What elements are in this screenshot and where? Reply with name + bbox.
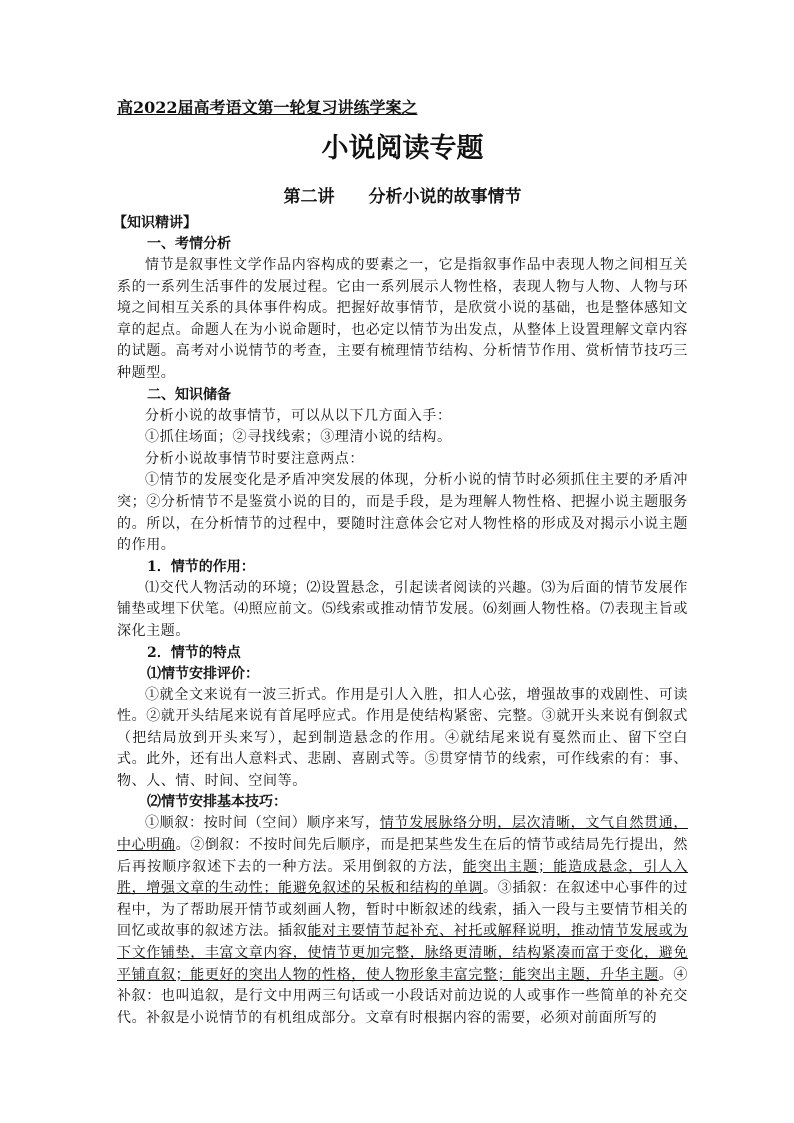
paragraph-plot-evaluation: ①就全文来说有一波三折式。作用是引人入胜，扣人心弦，增强故事的戏剧性、可读性。②就开头结尾来说有首尾呼应式。作用是使结构紧密、完整。③就开头来说有倒叙式（把结局放到开头来写），起到制造悬念的作用。④就结尾来说有戛然而止、留下空白式。此外，还有出人意料式、悲剧、喜剧式等。⑤贯穿情节的线索，可作线索的有：事、物、人、情、时间、空间等。 <box>117 686 688 789</box>
section-tag: 【知识精讲】 <box>113 215 197 231</box>
knowledge-line-2: ①抓住场面；②寻找线索；③理清小说的结构。 <box>145 429 452 446</box>
knowledge-line-3: 分析小说故事情节时要注意两点： <box>145 450 364 467</box>
heading-plot-function: 1．情节的作用： <box>147 558 255 575</box>
heading-plot-evaluation: ⑴情节安排评价： <box>147 665 259 682</box>
underlined-segment: 能对主要情节起补充、衬托或解释说明，推动情节发展或为下文作铺垫，丰富文章内容，使情节更加完整，脉络更清晰，结构紧凑而富于变化，避免平铺直叙；能更好的突出人物的性格，使人物形象丰富完整；能突出主题，升华主题 <box>117 923 688 983</box>
heading-plot-features: 2．情节的特点 <box>147 644 241 661</box>
text-segment: 。②倒叙：不按时间先后顺序，而是把某些发生在后的情节或结局先行提出，然后再按顺序叙述下去的一种方法。采用倒叙的方法， <box>117 837 689 875</box>
series-header: 高2022届高考语文第一轮复习讲练学案之 <box>117 98 418 117</box>
heading-plot-techniques: ⑵情节安排基本技巧： <box>147 794 287 811</box>
underlined-segment: 能突出主题；能造成悬念，引人入胜，增强文章的生动性；能避免叙述的呆板和结构的单调 <box>117 858 688 897</box>
paragraph-exam-analysis: 情节是叙事性文学作品内容构成的要素之一，它是指叙事作品中表现人物之间相互关系的一系列生活事件的发展过程。它由一系列展示人物性格，表现人物与人物、人物与环境之间相互关系的具体事件构成。把握好故事情节，是欣赏小说的基础，也是整体感知文章的起点。命题人在为小说命题时，也必定以情节为出发点，从整体上设置理解文章内容的试题。高考对小说情节的考查，主要有梳理情节结构、分析情节作用、赏析情节技巧三种题型。 <box>117 257 688 381</box>
text-segment: 。③插叙：在叙述中心事件的过程中，为了帮助展开情节或刻画人物，暂时中断叙述的线索，插入一段与主要情节相关的回忆或故事的叙述方法。插叙 <box>117 880 688 940</box>
paragraph-plot-function: ⑴交代人物活动的环境；⑵设置悬念，引起读者阅读的兴趣。⑶为后面的情节发展作铺垫或埋下伏笔。⑷照应前文。⑸线索或推动情节发展。⑹刻画人物性格。⑺表现主旨或深化主题。 <box>117 579 688 639</box>
text-segment: 。④补叙：也叫追叙，是行文中用两三句话或一小段话对前边说的人或事作一些简单的补充交代。补叙是小说情节的有机组成部分。文章有时根据内容的需要，必须对前面所写的 <box>117 966 688 1026</box>
lecture-number: 第二讲 <box>283 187 335 207</box>
lecture-title <box>117 185 688 209</box>
heading-exam-analysis: 一、考情分析 <box>147 236 231 252</box>
heading-knowledge-reserve: 二、知识储备 <box>147 386 231 403</box>
lecture-name: 分析小说的故事情节 <box>368 187 522 207</box>
knowledge-line-1: 分析小说的故事情节，可以从以下几方面入手： <box>145 407 452 424</box>
paragraph-plot-techniques <box>117 813 688 1029</box>
document-title: 小说阅读专题 <box>321 133 484 164</box>
underlined-segment: 情节发展脉络分明，层次清晰，文气自然贯通，中心明确 <box>117 815 688 854</box>
text-segment: ①顺叙：按时间（空间）顺序来写， <box>145 815 380 832</box>
paragraph-knowledge: ①情节的发展变化是矛盾冲突发展的体现，分析小说的情节时必须抓住主要的矛盾冲突；②分析情节不是鉴赏小说的目的，而是手段，是为理解人物性格、把握小说主题服务的。所以，在分析情节的过程中，要随时注意体会它对人物性格的形成及对揭示小说主题的作用。 <box>117 472 688 554</box>
